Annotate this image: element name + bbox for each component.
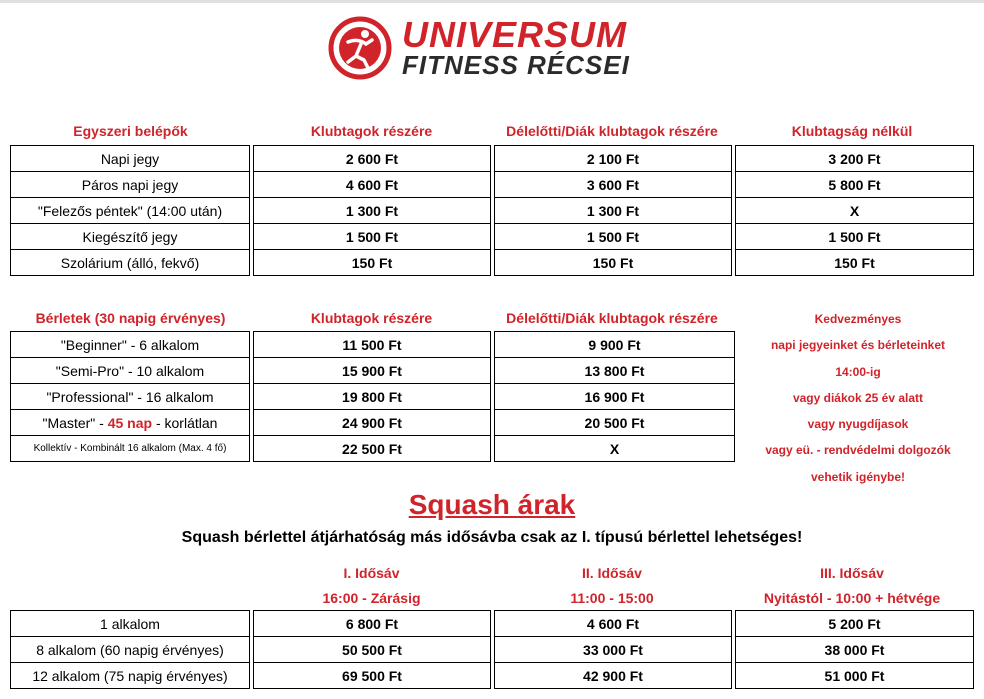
table-row bbox=[11, 637, 974, 663]
price-cell: 33 000 Ft bbox=[495, 637, 732, 663]
row-label: "Beginner" - 6 alkalom bbox=[11, 332, 250, 358]
price-cell: 13 800 Ft bbox=[495, 358, 735, 384]
row-label: Kollektív - Kombinált 16 alkalom (Max. 4 fő) bbox=[11, 436, 250, 462]
price-cell: 5 200 Ft bbox=[736, 611, 974, 637]
table-row bbox=[11, 332, 735, 358]
price-cell: 150 Ft bbox=[495, 250, 732, 276]
price-cell: 2 600 Ft bbox=[254, 146, 491, 172]
squash-period-1-time: 16:00 - Zárásig bbox=[322, 590, 421, 606]
note-line: napi jegyeinket és bérleteinket bbox=[770, 338, 946, 353]
note-line: vagy diákok 25 év alatt bbox=[792, 390, 924, 405]
table-row bbox=[11, 384, 735, 410]
price-cell: 50 500 Ft bbox=[254, 637, 491, 663]
price-cell: 3 200 Ft bbox=[736, 146, 974, 172]
single-header-title: Egyszeri belépők bbox=[73, 123, 188, 139]
row-label: 8 alkalom (60 napig érvényes) bbox=[11, 637, 250, 663]
passes-table bbox=[10, 331, 735, 462]
master-suffix: - korlátlan bbox=[152, 414, 218, 431]
row-label: Kiegészítő jegy bbox=[11, 224, 250, 250]
table-row bbox=[11, 436, 735, 462]
note-line: vagy nyugdíjasok bbox=[807, 417, 909, 432]
master-prefix: "Master" - bbox=[42, 414, 108, 431]
row-label: "Professional" - 16 alkalom bbox=[11, 384, 250, 410]
table-row bbox=[11, 146, 974, 172]
discount-note bbox=[740, 306, 976, 490]
logo-title: UNIVERSUM bbox=[402, 14, 628, 55]
top-border bbox=[0, 0, 984, 3]
squash-title: Squash árak bbox=[408, 489, 576, 520]
passes-header-title: Bérletek (30 napig érvényes) bbox=[35, 310, 226, 326]
squash-subtitle: Squash bérlettel átjárhatóság más idősávba csak az I. típusú bérlettel lehetséges! bbox=[181, 529, 803, 546]
table-row bbox=[11, 172, 974, 198]
squash-table bbox=[10, 610, 974, 689]
row-label: 1 alkalom bbox=[11, 611, 250, 637]
table-row bbox=[11, 410, 735, 436]
logo bbox=[328, 16, 668, 82]
price-cell: 38 000 Ft bbox=[736, 637, 974, 663]
price-cell: 22 500 Ft bbox=[254, 436, 491, 462]
row-label: 12 alkalom (75 napig érvényes) bbox=[11, 663, 250, 689]
logo-subtitle: FITNESS RÉCSEI bbox=[402, 50, 630, 80]
squash-period-2-name: II. Idősáv bbox=[582, 565, 642, 581]
price-cell: 24 900 Ft bbox=[254, 410, 491, 436]
note-line: Kedvezményes bbox=[814, 312, 902, 326]
table-row bbox=[11, 250, 974, 276]
note-line: 14:00-ig bbox=[835, 364, 881, 379]
price-cell: 11 500 Ft bbox=[254, 332, 491, 358]
squash-period-2-time: 11:00 - 15:00 bbox=[570, 590, 654, 606]
price-cell: 15 900 Ft bbox=[254, 358, 491, 384]
price-cell: 150 Ft bbox=[736, 250, 974, 276]
row-label: Páros napi jegy bbox=[11, 172, 250, 198]
price-cell: 20 500 Ft bbox=[495, 410, 735, 436]
price-cell: 19 800 Ft bbox=[254, 384, 491, 410]
price-cell: 5 800 Ft bbox=[736, 172, 974, 198]
price-cell: 2 100 Ft bbox=[495, 146, 732, 172]
master-duration: 45 nap bbox=[107, 414, 153, 431]
price-cell: 1 500 Ft bbox=[736, 224, 974, 250]
row-label: Szolárium (álló, fekvő) bbox=[11, 250, 250, 276]
price-cell: 4 600 Ft bbox=[254, 172, 491, 198]
passes-header-morning-student: Délelőtti/Diák klubtagok részére bbox=[506, 310, 718, 326]
squash-period-3-time: Nyitástól - 10:00 + hétvége bbox=[763, 590, 941, 606]
row-label-master bbox=[11, 410, 250, 436]
price-cell: 42 900 Ft bbox=[495, 663, 732, 689]
table-row bbox=[11, 358, 735, 384]
single-header-morning-student: Délelőtti/Diák klubtagok részére bbox=[506, 123, 718, 139]
price-cell: X bbox=[736, 198, 974, 224]
note-line: vagy eü. - rendvédelmi dolgozók bbox=[765, 443, 951, 458]
table-row bbox=[11, 663, 974, 689]
price-cell: X bbox=[495, 436, 735, 462]
price-cell: 1 300 Ft bbox=[495, 198, 732, 224]
price-cell: 1 500 Ft bbox=[495, 224, 732, 250]
price-cell: 1 500 Ft bbox=[254, 224, 491, 250]
price-cell: 51 000 Ft bbox=[736, 663, 974, 689]
single-header-non-members: Klubtagság nélkül bbox=[791, 123, 913, 139]
table-row bbox=[11, 611, 974, 637]
logo-emblem-icon bbox=[328, 16, 392, 80]
single-header-members: Klubtagok részére bbox=[310, 123, 433, 139]
squash-period-3-name: III. Idősáv bbox=[820, 565, 884, 581]
price-cell: 69 500 Ft bbox=[254, 663, 491, 689]
price-cell: 16 900 Ft bbox=[495, 384, 735, 410]
row-label: "Felezős péntek" (14:00 után) bbox=[11, 198, 250, 224]
squash-period-1-name: I. Idősáv bbox=[343, 565, 400, 581]
table-row bbox=[11, 224, 974, 250]
row-label: "Semi-Pro" - 10 alkalom bbox=[11, 358, 250, 384]
price-cell: 9 900 Ft bbox=[495, 332, 735, 358]
single-entry-table bbox=[10, 145, 974, 276]
passes-header-members: Klubtagok részére bbox=[310, 310, 433, 326]
table-row bbox=[11, 198, 974, 224]
price-cell: 3 600 Ft bbox=[495, 172, 732, 198]
price-cell: 4 600 Ft bbox=[495, 611, 732, 637]
row-label: Napi jegy bbox=[11, 146, 250, 172]
price-cell: 150 Ft bbox=[254, 250, 491, 276]
price-cell: 6 800 Ft bbox=[254, 611, 491, 637]
note-line: vehetik igénybe! bbox=[810, 469, 906, 484]
price-cell: 1 300 Ft bbox=[254, 198, 491, 224]
